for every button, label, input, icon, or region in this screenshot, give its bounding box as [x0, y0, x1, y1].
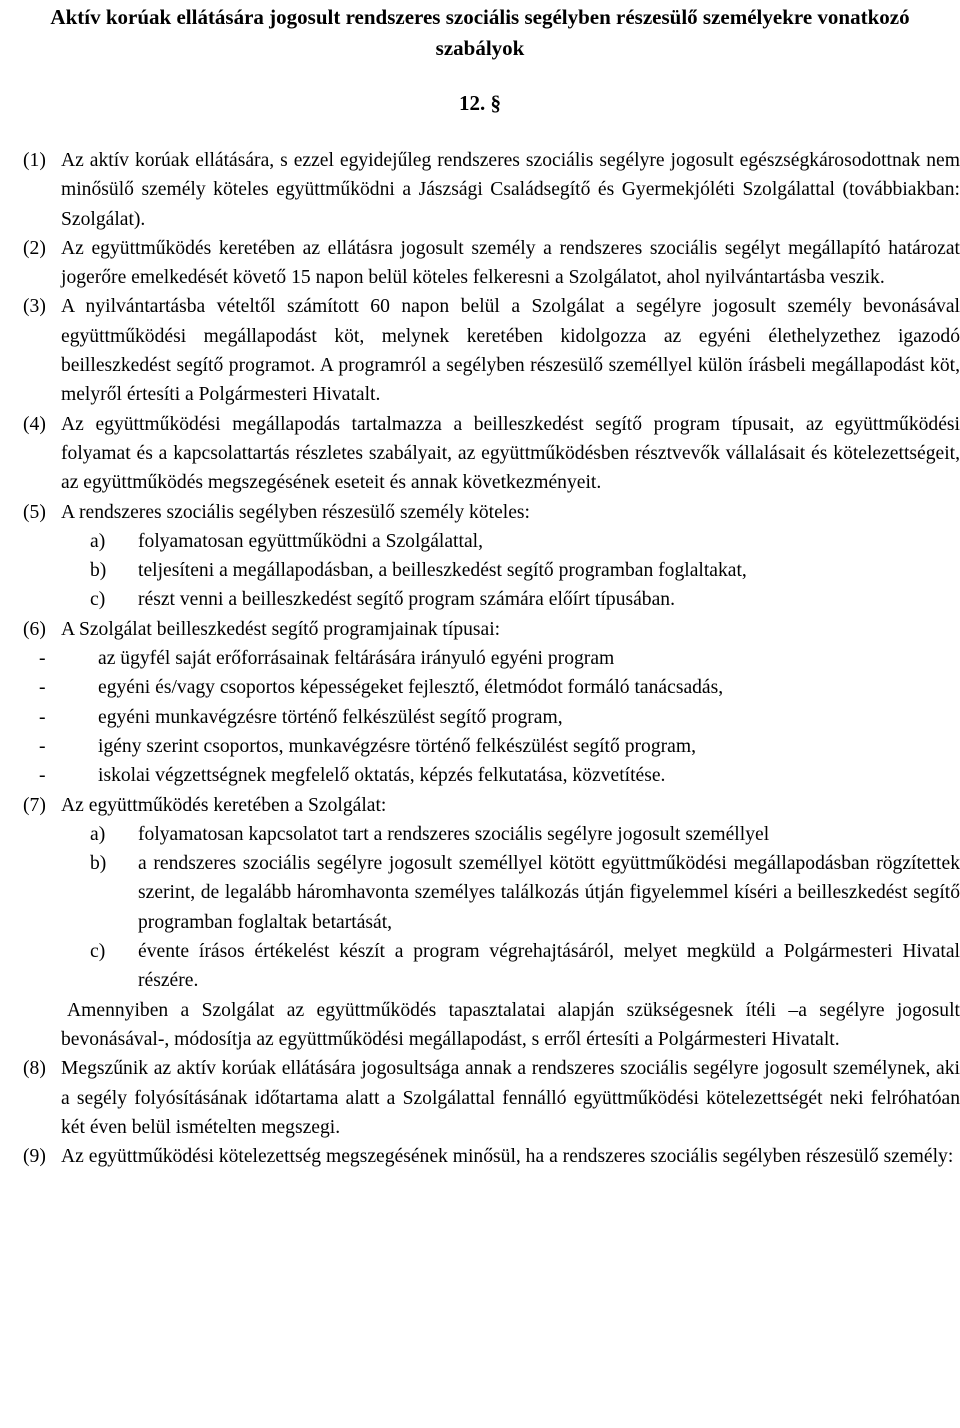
- item-marker: a): [90, 823, 106, 845]
- item-text: teljesíteni a megállapodásban, a beilleszkedést segítő programban foglaltakat,: [138, 560, 747, 582]
- item-text: az ügyfél saját erőforrásainak feltárására irányuló egyéni program: [98, 648, 615, 670]
- list-item: [23, 937, 960, 996]
- paragraph-9: [23, 1142, 960, 1171]
- item-text: egyéni munkavégzésre történő felkészülést segítő program,: [98, 706, 563, 728]
- paragraph-1: [23, 146, 960, 234]
- paragraph-text: Az együttműködés keretében a Szolgálat:: [61, 794, 387, 816]
- list-item: [23, 527, 960, 556]
- item-marker: b): [90, 560, 107, 582]
- paragraph-7-closing: Amennyiben a Szolgálat az együttműködés tapasztalatai alapján szükségesnek ítéli –a segélyre jogosult bevonásával-, módosítja az együttműködési megállapodást, s erről értesíti a Polgármesteri Hivatalt.: [61, 999, 960, 1050]
- item-marker: a): [90, 530, 106, 552]
- paragraph-8: [23, 1054, 960, 1142]
- paragraph-number: (7): [23, 794, 46, 816]
- paragraph-text: A nyilvántartásba vételtől számított 60 napon belül a Szolgálat a segélyre jogosult személy bevonásával együttműködési megállapodást köt, melynek keretében kidolgozza az egyéni élethelyzethez igazodó beilleszkedést segítő programot. A programról a segélyben részesülő személlyel külön írásbeli megállapodást köt, melyről értesíti a Polgármesteri Hivatalt.: [61, 296, 960, 406]
- item-marker: b): [90, 853, 107, 875]
- item-text: évente írásos értékelést készít a program végrehajtásáról, melyet megküld a Polgármesteri Hivatal részére.: [138, 941, 960, 992]
- paragraph-text: Megszűnik az aktív korúak ellátására jogosultsága annak a rendszeres szociális segélyre jogosult személynek, aki a segély folyósításának időtartama alatt a Szolgálattal fennálló együttműködési kötelezettségét neki felróhatóan két éven belül ismételten megszegi.: [61, 1058, 960, 1138]
- item-text: részt venni a beilleszkedést segítő program számára előírt típusában.: [138, 589, 676, 611]
- paragraph-text: A rendszeres szociális segélyben részesülő személy köteles:: [61, 501, 530, 523]
- list-item: [23, 556, 960, 585]
- paragraph-4: [23, 410, 960, 498]
- paragraph-6: [23, 615, 960, 644]
- item-text: folyamatosan kapcsolatot tart a rendszeres szociális segélyre jogosult személlyel: [138, 823, 770, 845]
- item-text: folyamatosan együttműködni a Szolgálattal,: [138, 530, 483, 552]
- item-text: egyéni és/vagy csoportos képességeket fejlesztő, életmódot formáló tanácsadás,: [98, 677, 724, 699]
- item-text: iskolai végzettségnek megfelelő oktatás, képzés felkutatása, közvetítése.: [98, 765, 666, 787]
- paragraph-text: Az együttműködési kötelezettség megszegésének minősül, ha a rendszeres szociális segélyben részesülő személy:: [61, 1146, 954, 1168]
- document-title: Aktív korúak ellátására jogosult rendszeres szociális segélyben részesülő személyekre vonatkozó szabályok: [50, 5, 910, 60]
- list-item: [23, 673, 960, 702]
- paragraph-7: [23, 791, 960, 820]
- list-item: [23, 820, 960, 849]
- document-body: [23, 146, 960, 1171]
- paragraph-text: Az együttműködés keretében az ellátásra jogosult személy a rendszeres szociális segélyt megállapító határozat jogerőre emelkedését követő 15 napon belül köteles felkeresni a Szolgálatot, ahol nyilvántartásba veszik.: [61, 237, 960, 289]
- item-marker: -: [39, 765, 46, 787]
- list-item: [23, 644, 960, 673]
- paragraph-number: (3): [23, 296, 46, 318]
- list-item: [23, 732, 960, 761]
- list-item: [23, 703, 960, 732]
- item-marker: -: [39, 648, 46, 670]
- item-marker: c): [90, 941, 106, 963]
- paragraph-number: (2): [23, 237, 46, 259]
- paragraph-number: (4): [23, 413, 46, 435]
- list-item: [23, 849, 960, 937]
- item-marker: -: [39, 735, 46, 757]
- paragraph-number: (1): [23, 150, 46, 171]
- item-text: a rendszeres szociális segélyre jogosult személlyel kötött együttműködési megállapodásban rögzítettek szerint, de legalább háromhavonta személyes találkozás útján figyelemmel kíséri a beilleszkedést segítő programban foglaltak betartását,: [138, 853, 960, 933]
- paragraph-text: Az aktív korúak ellátására, s ezzel egyidejűleg rendszeres szociális segélyre jogosult egészségkárosodottnak nem minősülő személy köteles együttműködni a Jászsági Családsegítő és Gyermekjóléti Szolgálattal (továbbiakban: Szolgálat).: [61, 150, 960, 230]
- paragraph-5: [23, 498, 960, 527]
- paragraph-2: [23, 234, 960, 293]
- paragraph-number: (6): [23, 618, 46, 640]
- section-number: 12. §: [459, 91, 501, 115]
- item-marker: -: [39, 706, 46, 728]
- item-marker: -: [39, 677, 46, 699]
- paragraph-text: Az együttműködési megállapodás tartalmazza a beilleszkedést segítő program típusait, az együttműködési folyamat és a kapcsolattartás részletes szabályait, az együttműködésben résztvevők vállalásait és kötelezettségeit, az együttműködés megszegésének eseteit és annak következményeit.: [61, 413, 960, 494]
- item-marker: c): [90, 589, 106, 611]
- list-item: [23, 761, 960, 790]
- paragraph-number: (9): [23, 1146, 46, 1168]
- paragraph-text: A Szolgálat beilleszkedést segítő programjainak típusai:: [61, 618, 501, 640]
- list-item: [23, 585, 960, 614]
- paragraph-number: (5): [23, 501, 46, 523]
- paragraph-number: (8): [23, 1058, 46, 1080]
- item-text: igény szerint csoportos, munkavégzésre történő felkészülést segítő program,: [98, 735, 696, 757]
- paragraph-3: [23, 292, 960, 409]
